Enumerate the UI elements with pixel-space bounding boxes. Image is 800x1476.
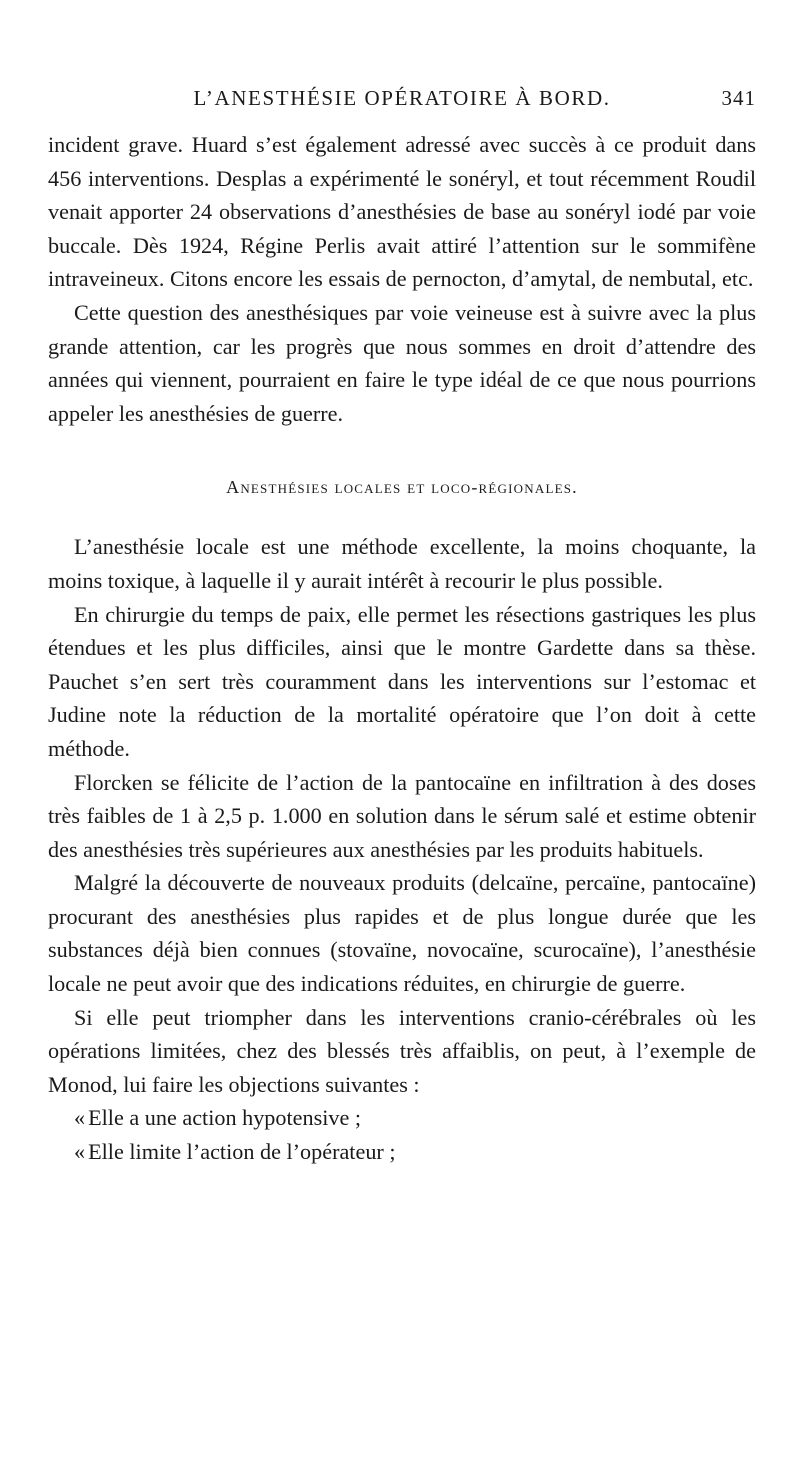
paragraph: En chirurgie du temps de paix, elle permet les résections gastriques les plus étendues et les plus difficiles, ainsi que le montre Gardette dans sa thèse. Pauchet s’en sert très couramment dans les interventions sur l’estomac et Judine note la réduction de la mortalité opératoire que l’on doit à cette méthode.	[48, 601, 756, 761]
quote-line: « Elle limite l’action de l’opérateur ;	[48, 1135, 756, 1169]
paragraph: Si elle peut triompher dans les interventions cranio-cérébrales où les opérations limitées, chez des blessés très affaiblis, on peut, à l’exemple de Monod, lui faire les objections suivantes :	[48, 1004, 756, 1097]
body-text	[48, 128, 756, 1169]
quote-line: « Elle a une action hypotensive ;	[48, 1101, 756, 1135]
paragraph: L’anesthésie locale est une méthode excellente, la moins choquante, la moins toxique, à laquelle il y aurait intérêt à recourir le plus possible.	[48, 534, 756, 593]
paragraph: Cette question des anesthésiques par voie veineuse est à suivre avec la plus grande attention, car les progrès que nous sommes en droit d’attendre des années qui viennent, pourraient en faire le type idéal de ce que nous pourrions appeler les anesthésies de guerre.	[48, 299, 756, 426]
page-number: 341	[721, 86, 756, 110]
section-heading: Anesthésies locales et loco-régionales.	[226, 477, 578, 498]
paragraph: Malgré la découverte de nouveaux produits (delcaïne, percaïne, pantocaïne) procurant des anesthésies plus rapides et de plus longue durée que les substances déjà bien connues (stovaïne, novocaïne, scurocaïne), l’anesthésie locale ne peut avoir que des indications réduites, en chirurgie de guerre.	[48, 870, 756, 997]
paragraph: incident grave. Huard s’est également adressé avec succès à ce produit dans 456 interventions. Desplas a expérimenté le sonéryl, et tout récemment Roudil venait apporter 24 observations d’anesthésies de base au sonéryl iodé par voie buccale. Dès 1924, Régine Perlis avait attiré l’attention sur le sommifène intraveineux. Citons encore les essais de pernocton, d’amytal, de nembutal, etc.	[48, 132, 756, 292]
paragraph: Florcken se félicite de l’action de la pantocaïne en infiltration à des doses très faibles de 1 à 2,5 p. 1.000 en solution dans le sérum salé et estime obtenir des anesthésies très supérieures aux anesthésies par les produits habituels.	[48, 769, 756, 862]
page-header	[48, 86, 756, 116]
running-title: L’ANESTHÉSIE OPÉRATOIRE À BORD.	[193, 86, 611, 110]
